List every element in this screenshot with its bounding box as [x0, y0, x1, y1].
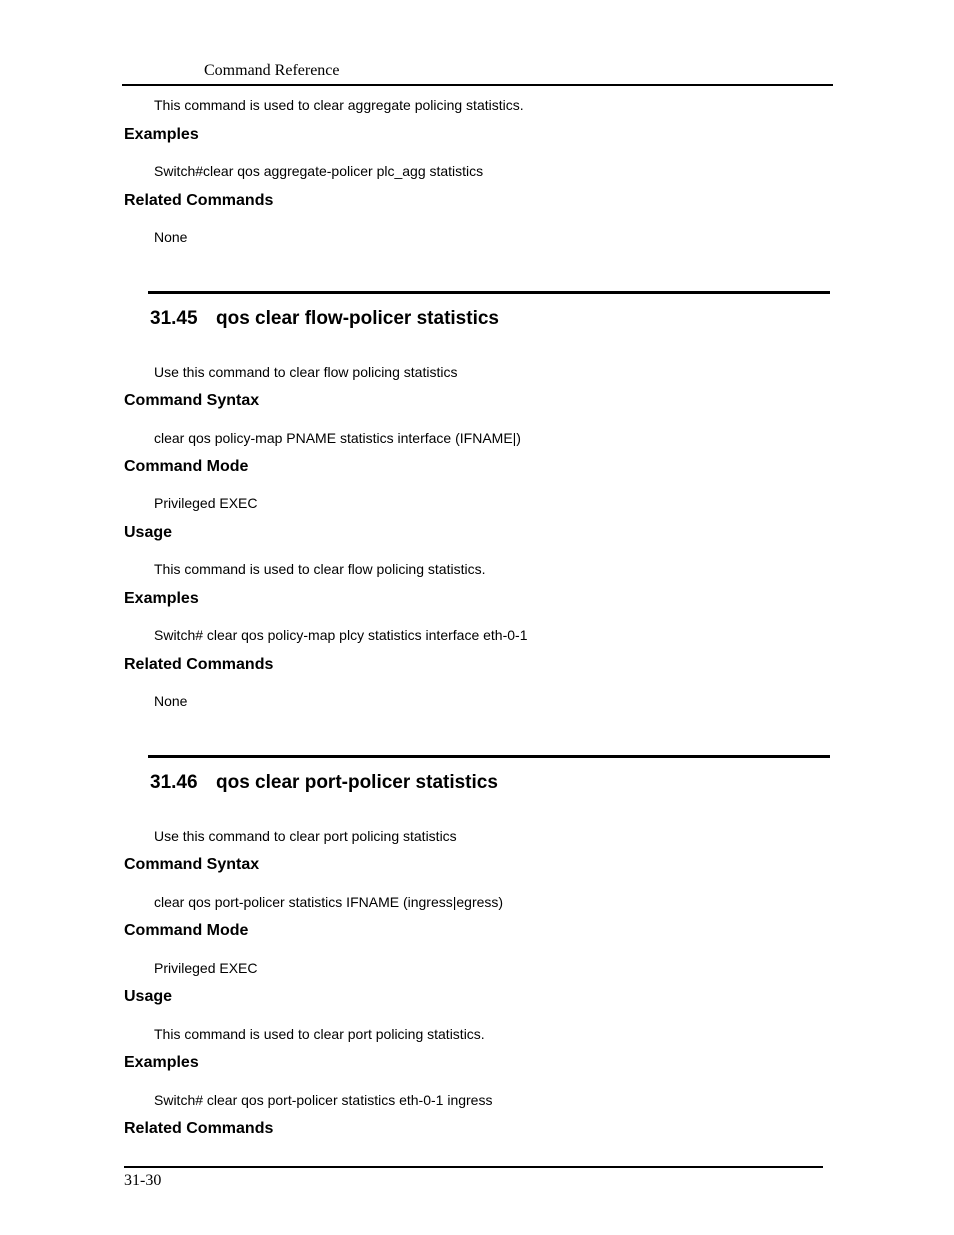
page-number: 31-30: [124, 1172, 162, 1189]
section-45-usage-heading: Usage: [124, 524, 173, 541]
section-46-mode-heading: Command Mode: [124, 922, 249, 939]
section-46-title-text: qos clear port-policer statistics: [216, 772, 498, 793]
section-45-related-heading: Related Commands: [124, 656, 274, 673]
section-46-rule: [148, 755, 830, 758]
section-45-rule: [148, 291, 830, 294]
section-45-related-text: None: [154, 693, 188, 709]
section-46-mode-text: Privileged EXEC: [154, 960, 258, 976]
section-46-title: [150, 772, 498, 794]
section-45-title-text: qos clear flow-policer statistics: [216, 308, 499, 329]
section-45-syntax-text: clear qos policy-map PNAME statistics interface (IFNAME|): [154, 430, 521, 446]
header-rule: [122, 84, 833, 86]
section-46-usage-heading: Usage: [124, 988, 173, 1005]
section-45-examples-heading: Examples: [124, 590, 199, 607]
prev-examples-heading: Examples: [124, 126, 199, 143]
section-45-usage-text: This command is used to clear flow policing statistics.: [154, 561, 486, 577]
section-46-usage-text: This command is used to clear port policing statistics.: [154, 1026, 485, 1042]
section-45-number: 31.45: [150, 308, 198, 329]
prev-examples-text: Switch#clear qos aggregate-policer plc_agg statistics: [154, 163, 484, 179]
section-46-examples-heading: Examples: [124, 1054, 199, 1071]
section-46-description: Use this command to clear port policing statistics: [154, 828, 457, 844]
section-46-number: 31.46: [150, 772, 198, 793]
section-46-related-heading: Related Commands: [124, 1120, 274, 1137]
section-46-examples-text: Switch# clear qos port-policer statistics eth-0-1 ingress: [154, 1092, 493, 1108]
section-45-mode-heading: Command Mode: [124, 458, 249, 475]
section-45-examples-text: Switch# clear qos policy-map plcy statistics interface eth-0-1: [154, 627, 528, 643]
prev-related-text: None: [154, 229, 188, 245]
section-46-syntax-text: clear qos port-policer statistics IFNAME (ingress|egress): [154, 894, 504, 910]
section-45-syntax-heading: Command Syntax: [124, 392, 260, 409]
section-45-title: [150, 308, 499, 330]
section-45-description: Use this command to clear flow policing statistics: [154, 364, 458, 380]
footer-rule: [124, 1166, 823, 1168]
prev-related-heading: Related Commands: [124, 192, 274, 209]
running-header: Command Reference: [204, 62, 340, 79]
section-45-mode-text: Privileged EXEC: [154, 495, 258, 511]
prev-usage-text: This command is used to clear aggregate policing statistics.: [154, 97, 524, 113]
section-46-syntax-heading: Command Syntax: [124, 856, 260, 873]
